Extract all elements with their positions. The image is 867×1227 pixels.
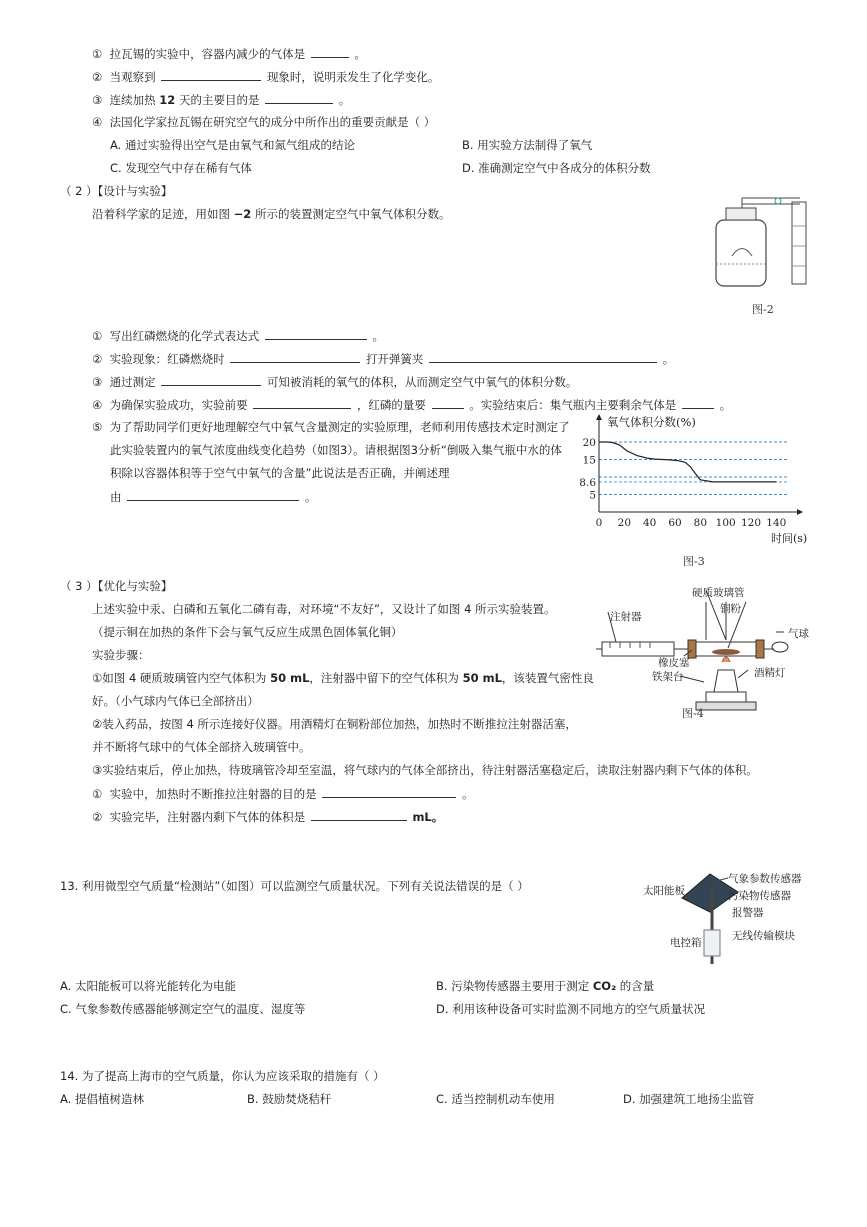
q-text-post: 可知被消耗的氧气的体积，从而测定空气中氧气的体积分数。 (266, 375, 578, 389)
x-axis-label: 时间(s) (771, 532, 808, 545)
x-tick-label: 100 (715, 517, 736, 529)
q13-option-a[interactable]: A. 太阳能板可以将光能转化为电能 (60, 979, 236, 993)
answer-blank[interactable] (682, 396, 714, 409)
q-text: 通过测定 (109, 375, 156, 389)
label-copper-powder: 铜粉 (720, 603, 741, 615)
figure-2-apparatus (700, 176, 820, 296)
x-tick-label: 40 (642, 517, 657, 529)
q-num: ① (92, 47, 103, 61)
sec1-q4 (92, 114, 435, 130)
q-text-mid: 打开弹簧夹 (365, 352, 424, 366)
answer-blank[interactable] (127, 488, 299, 501)
sec2-q2 (92, 350, 674, 367)
sec2-q3 (92, 373, 577, 390)
q-text: 实验完毕，注射器内剩下气体的体积是 (109, 810, 306, 824)
q-text: 为确保实验成功，实验前要 (109, 398, 248, 412)
sec2-q4 (92, 396, 731, 413)
q13-option-b[interactable] (436, 978, 654, 994)
figure-4-apparatus (596, 582, 816, 722)
sec2-q5-line2: 此实验装置内的氧气浓度曲线变化趋势（如图3）。请根据图3分析“倒吸入集气瓶中水的体 (110, 443, 562, 457)
x-tick-label: 20 (617, 517, 632, 529)
sec3-p1: 上述实验中汞、白磷和五氧化二磷有毒，对环境“不友好”，又设计了如图 4 所示实验装置。 (92, 602, 556, 616)
y-tick-labels (579, 437, 596, 502)
label-solar-panel: 太阳能板 (643, 885, 685, 897)
q-num: ① (92, 787, 103, 801)
answer-blank[interactable] (265, 327, 367, 340)
answer-blank[interactable] (429, 350, 657, 363)
option-a[interactable]: A. 通过实验得出空气是由氧气和氮气组成的结论 (110, 138, 355, 152)
q-num: ② (92, 70, 103, 84)
answer-blank[interactable] (253, 396, 351, 409)
sec1-q3 (92, 91, 350, 108)
sec2-q5-line3: 积除以容器体积等于空气中氧气的含量”此说法是否正确，并阐述理 (110, 466, 450, 480)
q-text: 写出红磷燃烧的化学式表达式 (109, 329, 260, 343)
q13-option-c[interactable]: C. 气象参数传感器能够测定空气的温度、湿度等 (60, 1002, 306, 1016)
chem-formula: CO₂ (592, 979, 617, 993)
label-meteo-sensor: 气象参数传感器 (728, 873, 802, 885)
x-tick-label: 140 (766, 517, 787, 529)
q14-stem: 14. 为了提高上海市的空气质量，你认为应该采取的措施有（ ） (60, 1069, 385, 1083)
answer-blank[interactable] (161, 373, 261, 386)
y-tick-label: 15 (582, 454, 596, 467)
answer-blank[interactable] (311, 45, 349, 58)
x-tick-label: 80 (693, 517, 708, 529)
figure-ref: −2 (233, 207, 252, 221)
q-text: 连续加热 (109, 93, 156, 107)
label-iron-stand: 铁架台 (652, 671, 684, 683)
x-tick-label: 0 (595, 517, 603, 529)
intro-text-post: 所示的装置测定空气中氧气体积分数。 (254, 207, 451, 221)
figure-3-chart (575, 412, 815, 552)
option-text-post: 的含量 (619, 979, 655, 993)
sec3-p3: 实验步骤： (92, 648, 150, 662)
figure-2-caption: 图-2 (752, 303, 774, 316)
sec3-step2-line2: 并不断将气球中的气体全部挤入玻璃管中。 (92, 740, 311, 754)
option-b[interactable]: B. 用实验方法制得了氧气 (462, 138, 593, 152)
control-box-shape (704, 930, 720, 956)
step-text-mid: ，注射器中留下的空气体积为 (309, 671, 459, 685)
volume-value: 50 mL (462, 671, 502, 685)
q-num: ③ (92, 375, 103, 389)
y-tick-label: 20 (582, 437, 596, 449)
answer-blank[interactable] (322, 785, 456, 798)
q-end: 。 (338, 93, 351, 107)
chart-gridlines (599, 442, 789, 495)
q-end: 。 (304, 490, 317, 504)
balloon-shape (772, 642, 788, 652)
q-num: ③ (92, 93, 103, 107)
q-unit: mL。 (412, 810, 444, 824)
step-text-end: ，该装置气密性良 (501, 671, 594, 685)
q-text: 由 (110, 490, 122, 504)
option-c[interactable]: C. 发现空气中存在稀有气体 (110, 161, 252, 175)
section-heading: （ 3 ）【优化与实验】 (60, 579, 173, 593)
label-glass-tube: 硬质玻璃管 (692, 587, 745, 599)
answer-blank[interactable] (161, 68, 261, 81)
sec3-step2-line1: ②装入药品，按图 4 所示连接好仪器。用酒精灯在铜粉部位加热，加热时不断推拉注射器活塞， (92, 717, 577, 731)
q13-station-figure (640, 868, 815, 968)
q-text: 法国化学家拉瓦锡在研究空气的成分中所作出的重要贡献是（ ） (109, 115, 436, 129)
q-end: 。 (662, 352, 675, 366)
answer-blank[interactable] (230, 350, 360, 363)
label-alarm: 报警器 (732, 907, 764, 919)
answer-blank[interactable] (311, 808, 407, 821)
sec1-q1 (92, 45, 366, 62)
label-balloon: 气球 (788, 628, 809, 640)
sec2-q1 (92, 327, 384, 344)
x-tick-label: 60 (668, 517, 682, 529)
q13-option-d[interactable]: D. 利用该种设备可实时监测不同地方的空气质量状况 (436, 1002, 706, 1016)
option-text: B. 污染物传感器主要用于测定 (436, 979, 590, 993)
q-num: ④ (92, 398, 103, 412)
q-num: ⑤ (92, 420, 103, 434)
sec3-p2: （提示铜在加热的条件下会与氧气反应生成黑色固体氧化铜） (92, 625, 403, 639)
q-text-post: 天的主要目的是 (178, 93, 260, 107)
sec3-step3: ③实验结束后，停止加热，待玻璃管冷却至室温，将气球内的气体全部挤出，待注射器活塞稳定后，读取注射器内剩下气体的体积。 (92, 763, 758, 777)
sec3-step1 (92, 670, 594, 686)
label-wireless-module: 无线传输模块 (732, 930, 795, 942)
q-end: 。 (372, 329, 384, 343)
q14-option-a[interactable]: A. 提倡植树造林 (60, 1092, 144, 1106)
q-end: 。 (719, 398, 732, 412)
y-axis-arrow (596, 414, 602, 420)
q14-option-b[interactable]: B. 鼓励焚烧秸秆 (247, 1092, 332, 1106)
q14-option-c[interactable]: C. 适当控制机动车使用 (436, 1092, 555, 1106)
label-pollutant-sensor: 污染物传感器 (728, 890, 791, 902)
q-text-mid: ，红磷的量要 (356, 398, 426, 412)
y-axis-label: 氧气体积分数(%) (607, 415, 696, 429)
figure-4-caption: 图-4 (682, 707, 704, 720)
q-end: 。 (354, 47, 366, 61)
figure-3-caption: 图-3 (683, 555, 705, 568)
q-number: 12 (159, 93, 176, 107)
intro-text: 沿着科学家的足迹，用如图 (92, 207, 230, 221)
step-text: ①如图 4 硬质玻璃管内空气体积为 (92, 671, 267, 685)
sec2-intro (92, 206, 450, 222)
q-text-post: 现象时，说明汞发生了化学变化。 (266, 70, 440, 84)
q13-stem: 13. 利用微型空气质量“检测站”（如图）可以监测空气质量状况。下列有关说法错误的是（ ） (60, 879, 529, 893)
volume-value: 50 mL (270, 671, 310, 685)
rubber-stopper-left (688, 640, 696, 658)
q14-option-d[interactable]: D. 加强建筑工地扬尘监管 (623, 1092, 755, 1106)
y-tick-label: 5 (589, 489, 596, 502)
q-text: 当观察到 (109, 70, 156, 84)
q-num: ② (92, 810, 103, 824)
oxygen-curve (599, 442, 776, 482)
sec2-q5-line1 (92, 419, 570, 435)
q-text-mid2: 。实验结束后：集气瓶内主要剩余气体是 (469, 398, 677, 412)
rubber-stopper-right (756, 640, 764, 658)
label-control-box: 电控箱 (670, 937, 702, 949)
sec3-q1 (92, 785, 473, 802)
y-tick-label: 8.6 (579, 476, 596, 489)
q-end: 。 (461, 787, 474, 801)
q-text: 实验现象：红磷燃烧时 (109, 352, 225, 366)
q-num: ④ (92, 115, 103, 129)
q-text: 实验中，加热时不断推拉注射器的目的是 (109, 787, 317, 801)
q-text: 拉瓦锡的实验中，容器内减少的气体是 (109, 47, 306, 61)
section-heading: （ 2 ）【设计与实验】 (60, 184, 173, 198)
answer-blank[interactable] (265, 91, 333, 104)
q-num: ① (92, 329, 103, 343)
q-num: ② (92, 352, 103, 366)
label-rubber-stopper: 橡皮塞 (658, 657, 690, 669)
sec3-q2 (92, 808, 443, 825)
label-syringe: 注射器 (610, 611, 642, 623)
x-axis-arrow (797, 509, 803, 515)
answer-blank[interactable] (432, 396, 464, 409)
option-d[interactable]: D. 准确测定空气中各成分的体积分数 (462, 161, 651, 175)
label-alcohol-lamp: 酒精灯 (754, 667, 786, 679)
x-tick-labels (596, 517, 787, 529)
sec3-step1-line2: 好。（小气球内气体已全部挤出） (92, 694, 259, 708)
q-text: 为了帮助同学们更好地理解空气中氧气含量测定的实验原理，老师利用传感技术定时测定了 (109, 420, 570, 434)
x-tick-label: 120 (740, 517, 762, 529)
sec1-q2 (92, 68, 439, 85)
sec2-q5-line4 (110, 488, 316, 505)
